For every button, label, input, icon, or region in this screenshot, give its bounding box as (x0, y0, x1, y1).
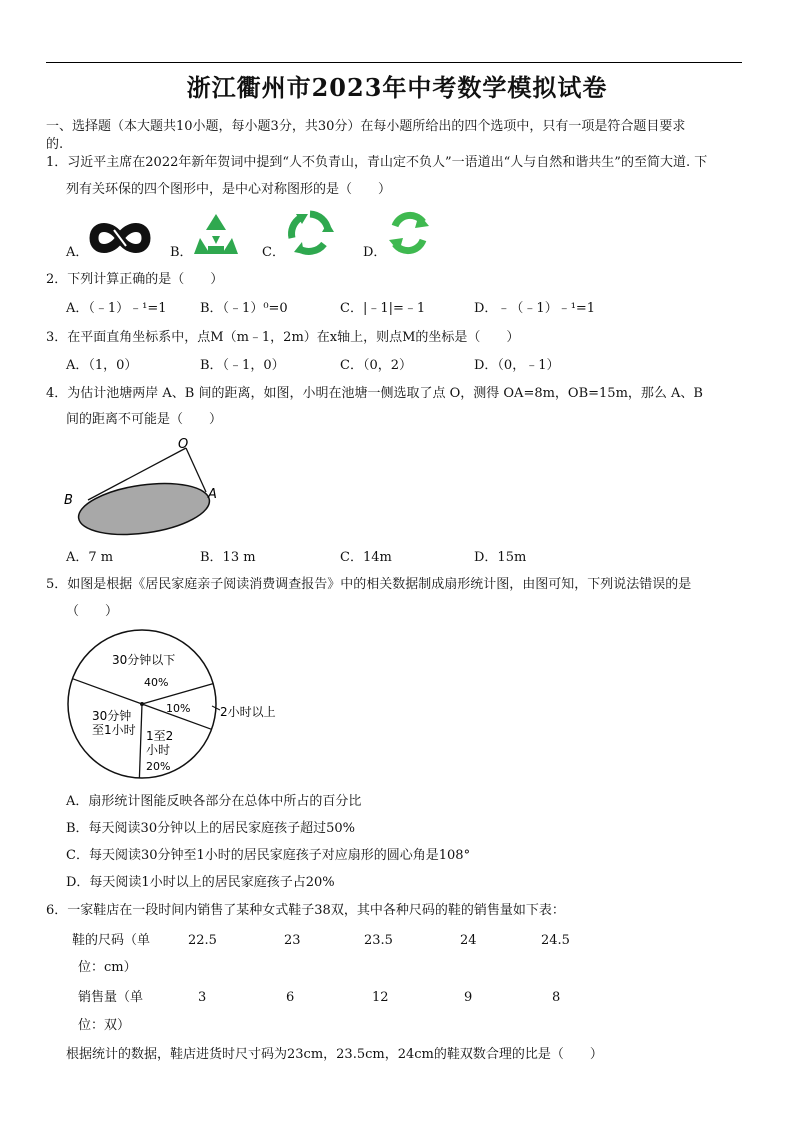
q3-option-b: B．（﹣1，0） (200, 358, 285, 373)
q4-option-b: B．13 m (200, 550, 256, 565)
q4-option-d: D．15m (474, 550, 527, 565)
slice-label-1to2-b: 小时 (146, 743, 171, 757)
q2-option-b: B．（﹣1）⁰=0 (200, 301, 288, 316)
q4-option-c: C．14m (340, 550, 392, 565)
section-heading-line1: 一、选择题（本大题共10小题，每小题3分，共30分）在每小题所给出的四个选项中，只有一项是符合题目要求 (46, 119, 686, 134)
section-heading-line2: 的. (46, 137, 64, 152)
q4-option-a: A．7 m (66, 550, 114, 565)
table-size-cell: 23.5 (364, 933, 393, 948)
table-sales-cell: 6 (286, 990, 295, 1005)
top-rule (46, 62, 742, 63)
table-size-cell: 22.5 (188, 933, 217, 948)
q6-stem: 6．一家鞋店在一段时间内销售了某种女式鞋子38双，其中各种尺码的鞋的销售量如下表： (46, 903, 565, 918)
q5-stem-line1: 5．如图是根据《居民家庭亲子阅读消费调查报告》中的相关数据制成扇形统计图，由图可知，下列说法错误的是 (46, 577, 692, 592)
slice-pct-20: 20% (146, 760, 171, 773)
q1-option-a-label: A． (66, 245, 89, 260)
q5-option-b: B．每天阅读30分钟以上的居民家庭孩子超过50% (66, 821, 355, 836)
recycle-triangle-icon (192, 210, 240, 256)
q1-stem-line1: 1．习近平主席在2022年新年贺词中提到“人不负青山，青山定不负人”一语道出“人与自然和谐共生”的至简大道. 下 (46, 155, 708, 170)
slice-pct-40: 40% (144, 676, 169, 689)
table-row1-head-a: 鞋的尺码（单 (72, 933, 151, 948)
slice-label-under30: 30分钟以下 (112, 653, 176, 667)
slice-label-half-to-1-b: 至1小时 (92, 723, 136, 737)
point-o-label: O (178, 437, 189, 452)
table-sales-cell: 12 (372, 990, 389, 1005)
pie-chart (60, 628, 300, 780)
table-sales-cell: 9 (464, 990, 473, 1005)
table-row1-head-b: 位：cm） (78, 960, 137, 975)
table-size-cell: 24.5 (541, 933, 570, 948)
q3-stem: 3．在平面直角坐标系中，点M（m﹣1，2m）在x轴上，则点M的坐标是（ ） (46, 330, 520, 345)
point-a-label: A (208, 487, 217, 502)
infinity-recycle-icon (88, 218, 152, 258)
q1-option-c-label: C． (262, 245, 285, 260)
q3-option-d: D．（0，﹣1） (474, 358, 560, 373)
pond-ellipse (75, 476, 212, 542)
table-row2-head-b: 位：双） (78, 1018, 131, 1033)
q5-option-d: D．每天阅读1小时以上的居民家庭孩子占20% (66, 875, 335, 890)
q2-stem: 2．下列计算正确的是（ ） (46, 272, 224, 287)
table-sales-cell: 3 (198, 990, 207, 1005)
table-size-cell: 24 (460, 933, 477, 948)
q5-option-c: C．每天阅读30分钟至1小时的居民家庭孩子对应扇形的圆心角是108° (66, 848, 471, 863)
q5-option-a: A．扇形统计图能反映各部分在总体中所占的百分比 (66, 794, 362, 809)
slice-pct-10: 10% (166, 702, 191, 715)
slice-label-over2h: 2小时以上 (220, 705, 276, 719)
pie-center (140, 702, 144, 706)
q2-option-a: A．（﹣1）﹣¹=1 (66, 301, 167, 316)
q3-option-a: A．（1，0） (66, 358, 138, 373)
q4-stem-line2: 间的距离不可能是（ ） (66, 412, 223, 427)
pie-slice-boundary (139, 704, 142, 778)
page-title: 浙江衢州市2023年中考数学模拟试卷 (186, 73, 608, 102)
q5-stem-line2: （ ） (66, 604, 119, 619)
table-size-cell: 23 (284, 933, 301, 948)
pie-slice-boundary (73, 679, 143, 704)
slice-label-half-to-1-a: 30分钟 (92, 709, 132, 723)
q1-stem-line2: 列有关环保的四个图形中，是中心对称图形的是（ ） (66, 182, 392, 197)
point-b-label: B (64, 493, 73, 508)
slice-label-1to2-a: 1至2 (146, 729, 174, 743)
recycle-circle-arrows-icon (284, 208, 336, 258)
q6-last-line: 根据统计的数据，鞋店进货时尺寸码为23cm，23.5cm，24cm的鞋双数合理的比是（ ） (66, 1047, 603, 1062)
q1-option-d-label: D． (363, 245, 387, 260)
q3-option-c: C．（0，2） (340, 358, 412, 373)
q4-stem-line1: 4．为估计池塘两岸 A、B 间的距离，如图，小明在池塘一侧选取了点 O，测得 OA=8m，OB=15m，那么 A、B (46, 386, 703, 401)
q2-option-c: C．|﹣1|=﹣1 (340, 301, 426, 316)
q1-option-b-label: B． (170, 245, 193, 260)
table-row2-head-a: 销售量（单 (78, 990, 144, 1005)
table-sales-cell: 8 (552, 990, 561, 1005)
q2-option-d: D．﹣（﹣1）﹣¹=1 (474, 301, 596, 316)
circular-arrows-icon (385, 210, 433, 256)
pond-diagram (60, 432, 230, 544)
